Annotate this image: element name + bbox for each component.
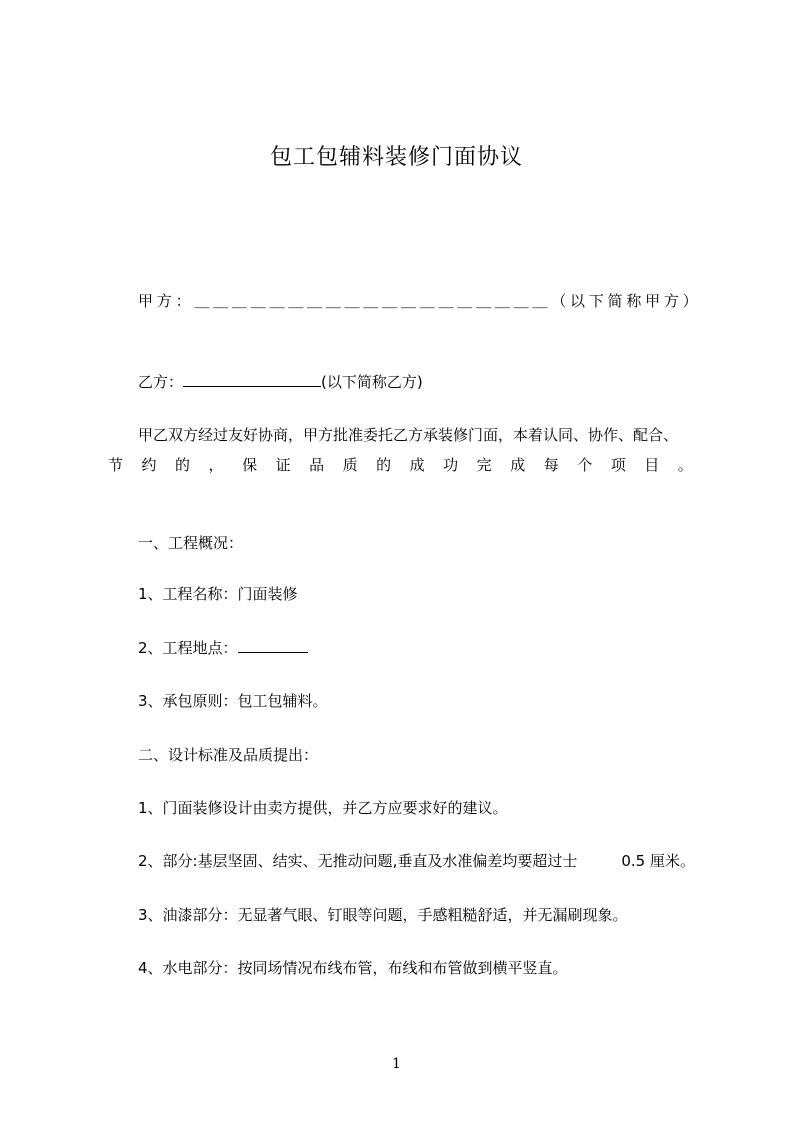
intro-line-2: [108, 455, 693, 475]
section-2-item-2-value: 0.5 厘米。: [621, 852, 695, 870]
intro-char: 约: [141, 456, 157, 474]
intro-char: 项: [610, 456, 626, 474]
section-2-item-4: 4、水电部分：按同场情况布线布管，布线和布管做到横平竖直。: [138, 959, 568, 977]
section-2-item-2-text: 2、部分:基层坚固、结实、无推动问题,垂直及水准偏差均要超过士: [138, 852, 578, 870]
intro-char: 个: [577, 456, 593, 474]
party-a-char: ＿: [400, 292, 416, 310]
party-b-blank: [183, 372, 321, 387]
section-2-heading: 二、设计标准及品质提出：: [138, 746, 319, 764]
party-a-char: ＿: [476, 292, 492, 310]
party-a-char: 方: [663, 292, 679, 310]
party-a-char: ＿: [307, 292, 323, 310]
project-location-label: 2、工程地点：: [138, 639, 238, 657]
party-a-char: ＿: [269, 292, 285, 310]
intro-char: 节: [108, 456, 124, 474]
party-a-char: 以: [569, 292, 585, 310]
section-1-item-2: [138, 638, 308, 658]
party-a-char: ）: [682, 292, 698, 310]
intro-char: 品: [309, 456, 325, 474]
party-a-char: 下: [588, 292, 604, 310]
page-number: 1: [392, 1056, 401, 1072]
section-2-item-1: 1、门面装修设计由卖方提供，并乙方应要求好的建议。: [138, 799, 508, 817]
party-a-char: （: [551, 292, 567, 310]
party-a-char: ＿: [382, 292, 398, 310]
intro-char: 目: [644, 456, 660, 474]
intro-char: 保: [242, 456, 258, 474]
project-location-blank: [238, 638, 308, 653]
party-a-char: ：: [175, 292, 191, 310]
intro-line-1: 甲乙双方经过友好协商，甲方批准委托乙方承装修门面，本着认同、协作、配合、: [138, 426, 679, 444]
intro-char: 的: [175, 456, 191, 474]
party-a-char: ＿: [288, 292, 304, 310]
intro-char: ，: [208, 456, 224, 474]
intro-char: 证: [275, 456, 291, 474]
intro-char: 。: [677, 456, 693, 474]
party-b-line: [138, 372, 423, 392]
party-a-char: 甲: [138, 292, 154, 310]
party-a-char: ＿: [513, 292, 529, 310]
party-a-char: 称: [626, 292, 642, 310]
party-a-char: ＿: [231, 292, 247, 310]
party-a-char: ＿: [438, 292, 454, 310]
party-a-char: ＿: [457, 292, 473, 310]
party-a-char: ＿: [213, 292, 229, 310]
section-1-item-1: 1、工程名称：门面装修: [138, 585, 298, 603]
section-1-heading: 一、工程概况：: [138, 534, 244, 552]
party-a-char: ＿: [250, 292, 266, 310]
section-2-item-2: [138, 851, 695, 871]
intro-char: 质: [342, 456, 358, 474]
section-1-item-3: 3、承包原则：包工包辅料。: [138, 692, 328, 710]
party-a-char: ＿: [194, 292, 210, 310]
party-a-line: [138, 291, 698, 311]
intro-char: 的: [376, 456, 392, 474]
intro-char: 完: [476, 456, 492, 474]
party-a-char: ＿: [325, 292, 341, 310]
intro-char: 功: [443, 456, 459, 474]
document-title: 包工包辅料装修门面协议: [269, 145, 523, 170]
party-a-char: 简: [607, 292, 623, 310]
party-a-char: ＿: [494, 292, 510, 310]
party-a-char: ＿: [363, 292, 379, 310]
party-b-suffix: (以下简称乙方): [321, 373, 423, 391]
party-a-char: ＿: [419, 292, 435, 310]
party-a-char: ＿: [532, 292, 548, 310]
party-a-char: ＿: [344, 292, 360, 310]
intro-char: 成: [409, 456, 425, 474]
intro-char: 每: [543, 456, 559, 474]
party-a-char: 方: [156, 292, 172, 310]
party-b-label: 乙方：: [138, 373, 184, 391]
party-a-char: 甲: [645, 292, 661, 310]
intro-char: 成: [510, 456, 526, 474]
section-2-item-3: 3、油漆部分：无显著气眼、钉眼等问题，手感粗糙舒适，并无漏刷现象。: [138, 906, 628, 924]
